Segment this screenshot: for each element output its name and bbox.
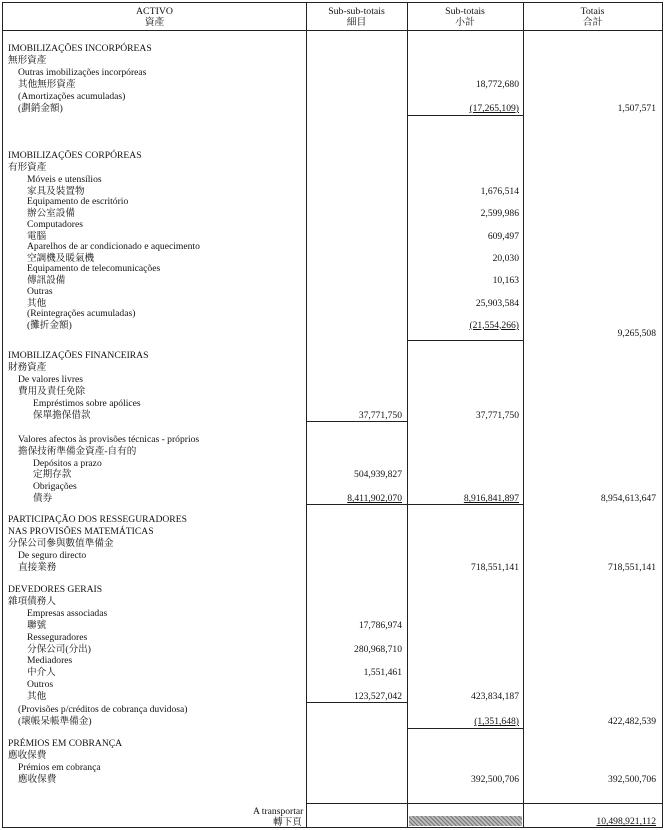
rule (407, 728, 523, 729)
line-label: 聯號 (27, 620, 47, 631)
subtotal-value: (1,351,648) (474, 716, 519, 727)
sub-subtotal-value: 8,411,902,070 (347, 493, 402, 504)
subtotal-value: 2,599,986 (480, 208, 519, 220)
section-title: NAS PROVISÕES MATEMÁTICAS (8, 526, 154, 537)
total-value: 392,500,706 (608, 774, 656, 785)
line-label: Empresas associadas (27, 608, 108, 619)
line-label: (Amortizações acumuladas) (18, 91, 126, 102)
line-label: 中介人 (27, 667, 56, 679)
subtotal-value: 609,497 (487, 230, 519, 242)
line-label: 辦公室設備 (27, 208, 75, 220)
rule (306, 702, 407, 703)
line-label: 費用及責任免除 (18, 386, 86, 397)
line-label: De seguro directo (18, 550, 87, 561)
line-label: 分保公司(分出) (27, 643, 91, 655)
line-label: Empréstimos sobre apólices (33, 398, 141, 409)
line-label: Depósitos a prazo (33, 458, 102, 469)
subtotal-value: 718,551,141 (471, 562, 519, 573)
line-label: (Reintegrações acumuladas) (27, 307, 136, 319)
sub-subtotal-value: 17,786,974 (358, 620, 402, 631)
line-label: Resseguradores (27, 631, 88, 643)
rule (407, 340, 523, 341)
total-value: 422,482,539 (608, 716, 656, 727)
total-value: 8,954,613,647 (600, 493, 656, 504)
section-title: IMOBILIZAÇÕES INCORPÓREAS (8, 43, 152, 54)
section-title-zh: 財務資產 (8, 362, 47, 373)
line-label: Mediadores (27, 655, 73, 667)
section-title: IMOBILIZAÇÕES CORPÓREAS (8, 150, 142, 161)
sub-subtotal-value: 123,527,042 (354, 691, 402, 703)
subtotal-value: 392,500,706 (471, 774, 519, 785)
subtotal-value: 37,771,750 (475, 410, 519, 421)
column-divider (306, 3, 307, 827)
line-label: Aparelhos de ar condicionado e aquecimento (27, 240, 200, 252)
rule (407, 504, 523, 505)
column-divider (523, 3, 524, 827)
line-label: Outras (27, 285, 53, 297)
header-sub-totais: Sub-totais 小計 (445, 6, 485, 28)
section-title-zh: 應收保費 (8, 750, 47, 761)
line-label: 直接業務 (18, 562, 57, 573)
header-rule (3, 30, 662, 31)
section-title: DEVEDORES GERAIS (8, 584, 103, 595)
line-label: 傳訊設備 (27, 275, 66, 287)
line-label: Outros (27, 679, 54, 691)
line-label: Móveis e utensílios (27, 174, 102, 185)
carry-forward-label-zh: 轉下頁 (273, 817, 302, 828)
subtotal-value: 20,030 (492, 252, 519, 264)
subtotal-value: 10,163 (492, 275, 519, 287)
rule (306, 421, 407, 422)
subtotal-value: 1,676,514 (480, 186, 519, 197)
line-label: De valores livres (18, 374, 84, 385)
total-value: 9,265,508 (617, 328, 656, 339)
grand-total-value: 10,498,921,112 (596, 816, 656, 827)
section-title: PARTICIPAÇÃO DOS RESSEGURADORES (8, 514, 187, 525)
sub-subtotal-value: 504,939,827 (354, 469, 402, 480)
rule (306, 504, 407, 505)
section-title-zh: 無形資產 (8, 55, 47, 66)
sub-subtotal-value: 1,551,461 (363, 667, 402, 679)
line-label: Equipamento de escritório (27, 196, 129, 208)
subtotal-value: (17,265,109) (469, 103, 519, 114)
line-label: Outras imobilizações incorpóreas (18, 67, 147, 78)
column-divider (407, 3, 408, 827)
line-label: 應收保費 (18, 774, 57, 785)
subtotal-value: 18,772,680 (475, 79, 519, 90)
line-label: 電腦 (27, 230, 47, 242)
shaded-cell (409, 816, 522, 826)
total-value: 718,551,141 (608, 562, 656, 573)
line-label: 債券 (33, 493, 53, 504)
section-title: IMOBILIZAÇÕES FINANCEIRAS (8, 350, 149, 361)
line-label: Valores afectos às provisões técnicas - próprios (18, 434, 200, 445)
subtotal-value: (21,554,266) (469, 319, 519, 331)
line-label: 保單擔保借款 (33, 410, 91, 421)
total-value: 1,507,571 (617, 103, 656, 114)
line-label: Obrigações (33, 481, 77, 492)
line-label: (劃銷金額) (18, 103, 63, 114)
line-label: 家具及裝置物 (27, 186, 85, 197)
line-label: 其他 (27, 691, 47, 703)
carry-forward-label: A transportar (253, 806, 304, 817)
line-label: Computadores (27, 218, 83, 230)
section-title-zh: 雜項債務人 (8, 596, 56, 607)
rule (407, 115, 523, 116)
subtotal-value: 423,834,187 (471, 691, 519, 702)
line-label: 空調機及暖氣機 (27, 252, 95, 264)
line-label: (攤折金額) (27, 319, 72, 331)
subtotal-value: 25,903,584 (475, 297, 519, 309)
balance-sheet-page (2, 2, 663, 828)
line-label: 定期存款 (33, 469, 72, 480)
header-sub-sub-totais: Sub-sub-totais 細目 (328, 6, 385, 28)
sub-subtotal-value: 37,771,750 (358, 410, 402, 421)
section-title-zh: 有形資產 (8, 162, 47, 173)
line-label: 其他無形資產 (18, 79, 76, 90)
sub-subtotal-value: 280,968,710 (354, 643, 402, 655)
section-title-zh: 分保公司參與數值準備金 (8, 538, 114, 549)
line-label: (壞帳呆帳準備金) (18, 716, 92, 727)
line-label: 擔保技術準備金資產-自有的 (18, 446, 137, 457)
line-label: Prémios em cobrança (18, 762, 101, 773)
line-label: (Provisões p/créditos de cobrança duvidosa) (18, 704, 188, 715)
header-activo: ACTIVO 資產 (135, 6, 173, 28)
line-label: 其他 (27, 297, 47, 309)
subtotal-value: 8,916,841,897 (463, 493, 519, 504)
footer-rule (306, 803, 662, 804)
header-totais: Totais 合計 (580, 6, 605, 28)
line-label: Equipamento de telecomunicações (27, 263, 161, 275)
section-title: PRÉMIOS EM COBRANÇA (8, 738, 123, 749)
